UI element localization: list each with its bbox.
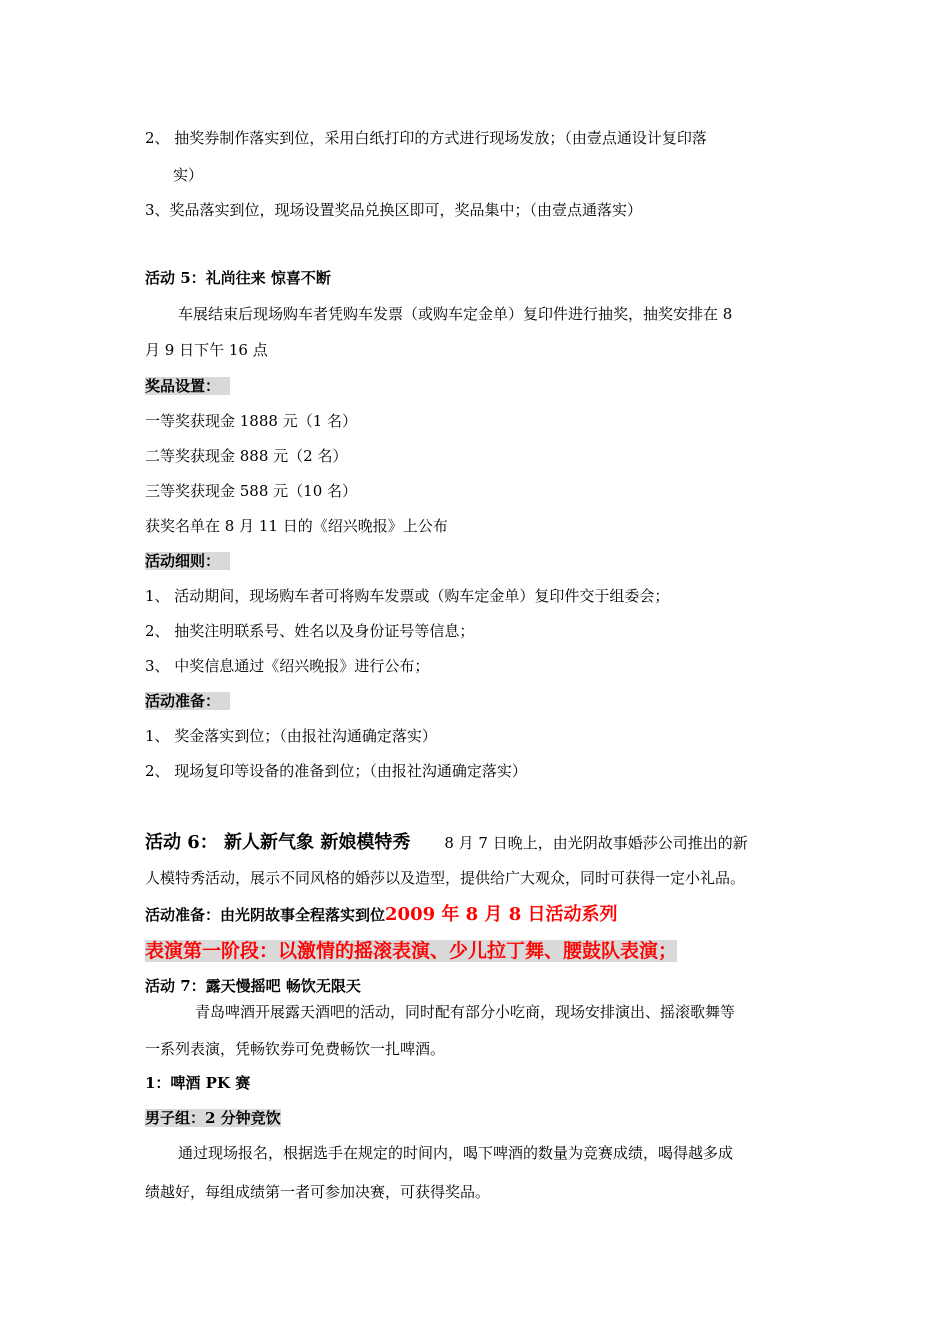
rule-3: 3、 中奖信息通过《绍兴晚报》进行公布； xyxy=(145,657,430,675)
activity-7-desc-2: 一系列表演，凭畅钦券可免费畅饮一扎啤酒。 xyxy=(145,1040,446,1058)
prep-item-2: 2、 抽奖券制作落实到位，采用白纸打印的方式进行现场发放；（由壹点通设计复印落 xyxy=(145,129,707,147)
prep-item-2b: 2、 现场复印等设备的准备到位；（由报社沟通确定落实） xyxy=(145,762,527,780)
men-group-heading: 男子组：2 分钟竞饮 xyxy=(145,1109,281,1127)
beer-desc-1: 通过现场报名，根据选手在规定的时间内，喝下啤酒的数量为竞赛成绩，喝得越多成 xyxy=(178,1144,734,1162)
activity-6-prep-line xyxy=(145,903,618,927)
activity-7-title: 活动 7：露天慢摇吧 畅饮无限天 xyxy=(145,977,361,995)
rules-heading: 活动细则： xyxy=(145,551,230,571)
activity-5-desc-1: 车展结束后现场购车者凭购车发票（或购车定金单）复印件进行抽奖，抽奖安排在 8 xyxy=(178,305,733,323)
stage-1: 表演第一阶段：以激情的摇滚表演、少儿拉丁舞、腰鼓队表演； xyxy=(145,940,678,962)
prize-notice: 获奖名单在 8 月 11 日的《绍兴晚报》上公布 xyxy=(145,517,448,535)
activity-7-desc-1: 青岛啤酒开展露天酒吧的活动，同时配有部分小吃商，现场安排演出、摇滚歌舞等 xyxy=(195,1003,736,1021)
prep-item-3: 3、奖品落实到位，现场设置奖品兑换区即可，奖品集中；（由壹点通落实） xyxy=(145,201,643,219)
prep-item-2-cont: 实） xyxy=(173,166,204,184)
prize-first: 一等奖获现金 1888 元（1 名） xyxy=(145,412,358,430)
prize-third: 三等奖获现金 588 元（10 名） xyxy=(145,482,358,500)
rule-1: 1、 活动期间，现场购车者可将购车发票或（购车定金单）复印件交于组委会； xyxy=(145,587,670,605)
prep-item-1: 1、 奖金落实到位；（由报社沟通确定落实） xyxy=(145,727,437,745)
prep-heading: 活动准备： xyxy=(145,691,230,711)
rule-2: 2、 抽奖注明联系号、姓名以及身份证号等信息； xyxy=(145,622,475,640)
prize-second: 二等奖获现金 888 元（2 名） xyxy=(145,447,348,465)
activity-5-desc-2: 月 9 日下午 16 点 xyxy=(145,341,268,359)
activity-6-prep: 活动准备：由光阴故事全程落实到位 xyxy=(145,906,386,924)
beer-pk-heading: 1：啤酒 PK 赛 xyxy=(145,1074,251,1092)
activity-5-title: 活动 5：礼尚往来 惊喜不断 xyxy=(145,269,331,287)
activity-6-title-line xyxy=(145,831,748,855)
stage-1-line xyxy=(145,938,677,965)
activity-6-desc-1: 8 月 7 日晚上，由光阴故事婚莎公司推出的新 xyxy=(444,834,748,852)
beer-desc-2: 绩越好，每组成绩第一者可参加决赛，可获得奖品。 xyxy=(145,1183,491,1201)
prize-heading: 奖品设置： xyxy=(145,376,230,396)
series-title: 2009 年 8 月 8 日活动系列 xyxy=(385,904,618,925)
activity-6-desc-2: 人模特秀活动，展示不同风格的婚莎以及造型，提供给广大观众，同时可获得一定小礼品。 xyxy=(145,869,746,887)
activity-6-title: 活动 6： 新人新气象 新娘模特秀 xyxy=(145,832,411,853)
